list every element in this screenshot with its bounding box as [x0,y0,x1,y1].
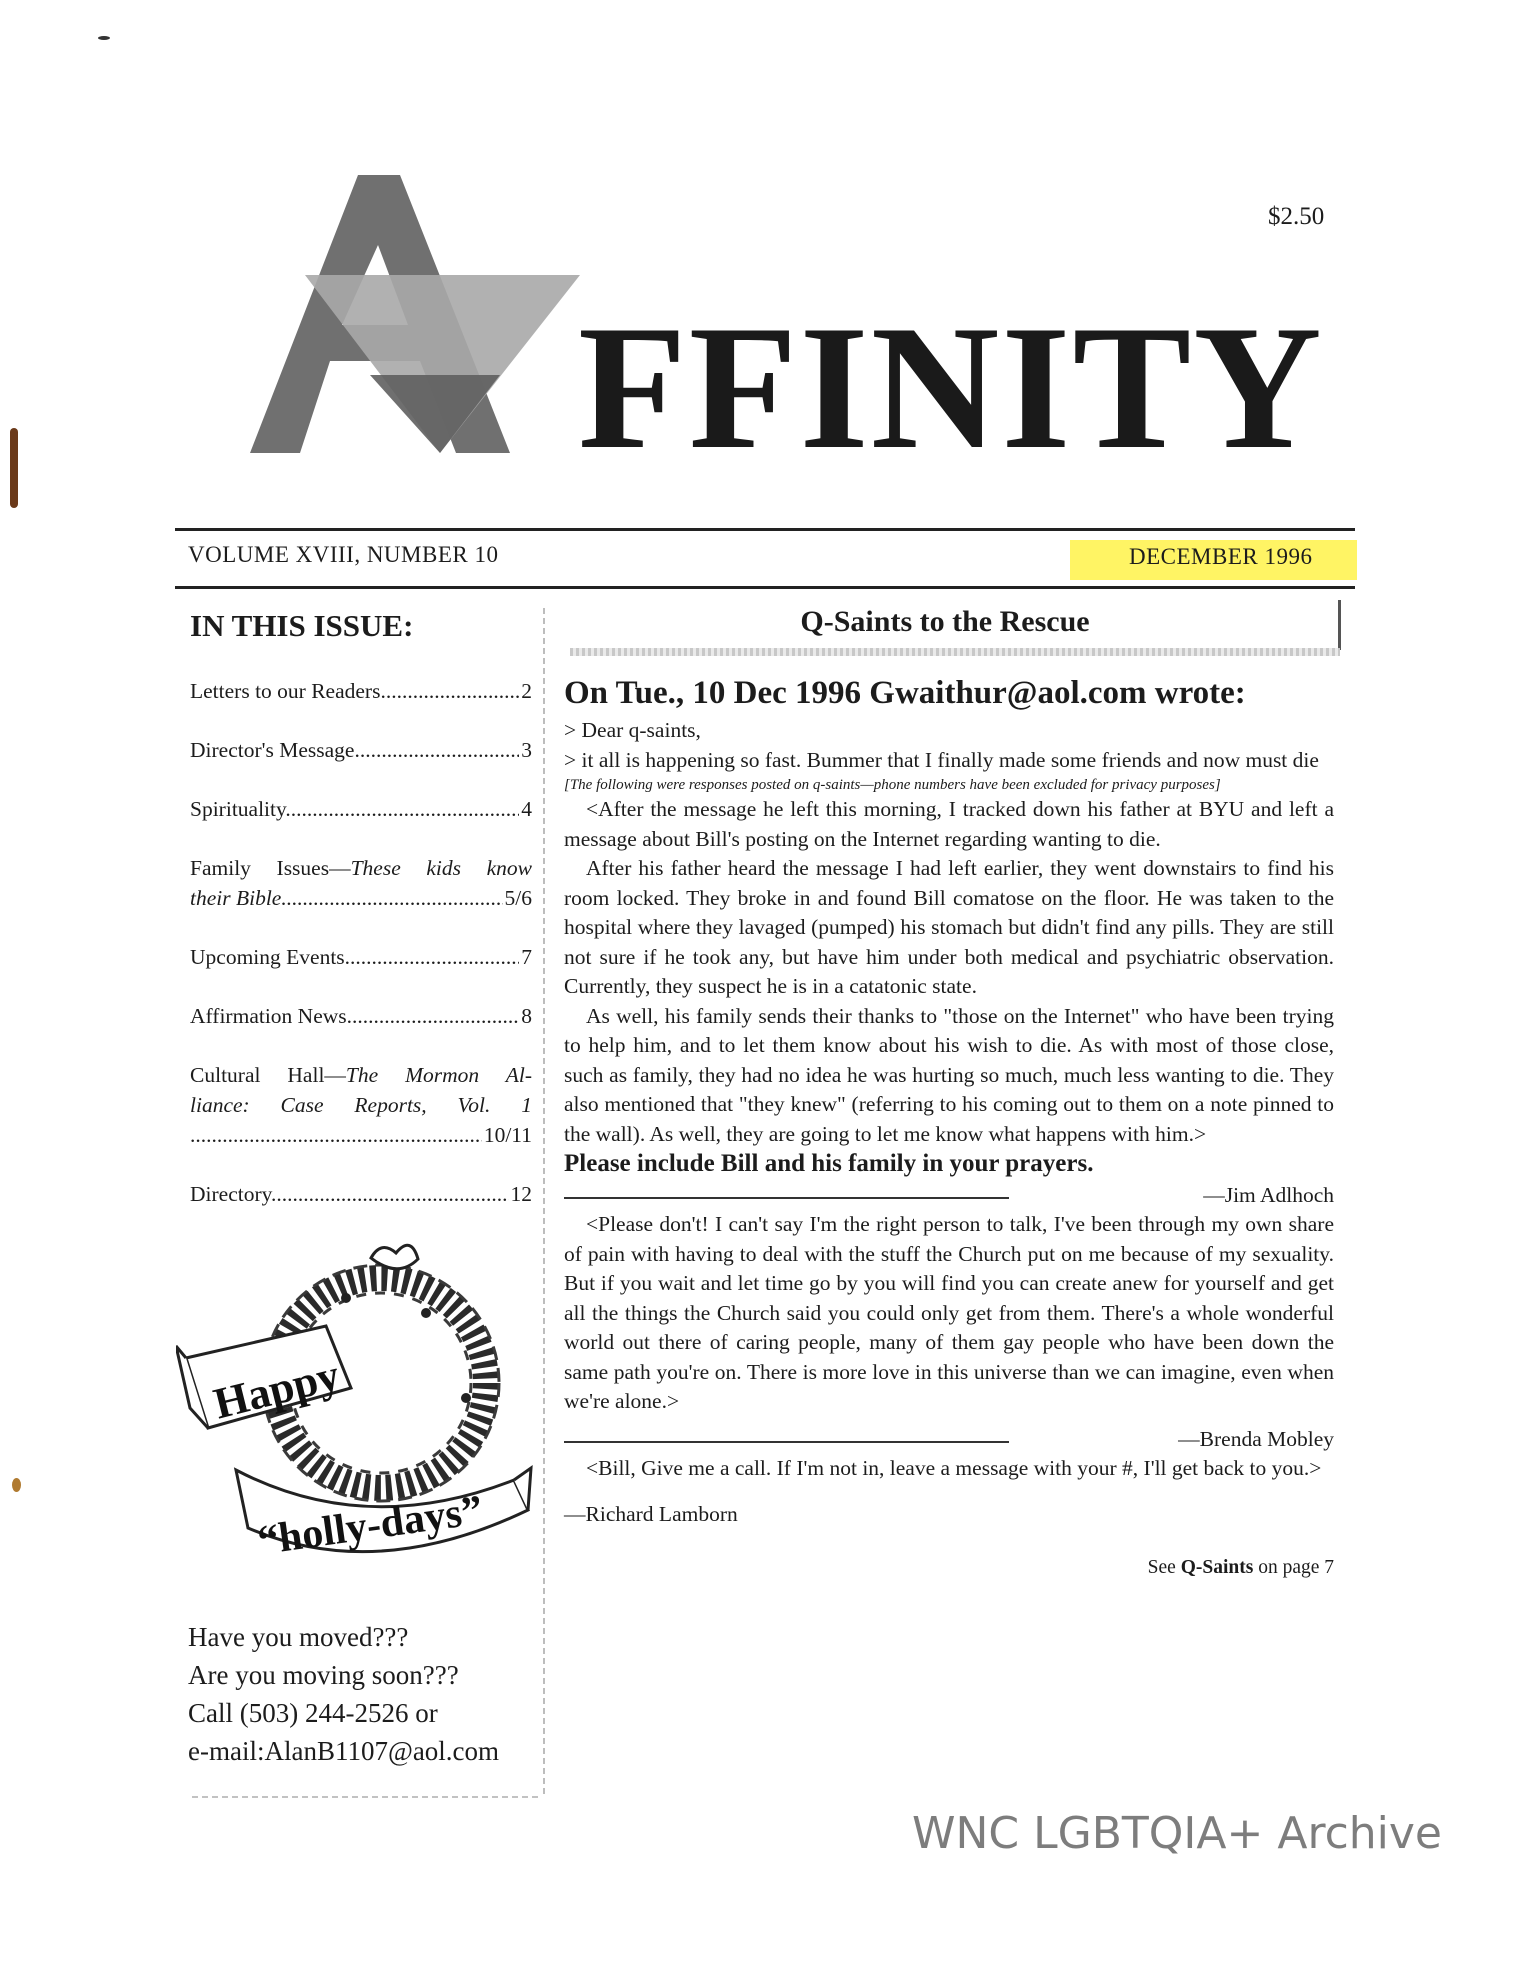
column-divider [543,608,545,1798]
prayer-request: Please include Bill and his family in your prayers. [564,1150,1094,1177]
toc-page: 12 [510,1182,532,1206]
toc-leader [190,1120,482,1150]
header-rule-top [175,528,1355,531]
moving-notice-line: Are you moving soon??? [188,1660,459,1690]
article-paragraph: <Please don't! I can't say I'm the right person to talk, I've been through my own share of pain with having to deal with the stuff the Church put on me because of my sexuality. But if you wait and let time go by you will find you can create anew for yourself and get all the things the Church said you could only get from them. There's a whole wonderful world out there of caring people, many of them gay people who have been down the same path you're on. There is more love in this universe than we can imagine, even when we're alone.> [564,1212,1334,1413]
toc-page: 2 [521,679,532,703]
divider-line [564,1441,1009,1443]
toc-subtitle: These kids know [350,856,532,880]
continued-note [564,1553,1334,1583]
scan-speck [12,1478,21,1492]
toc-label: Spirituality ..... [190,794,519,824]
toc-item-cultural [190,1060,532,1150]
price: $2.50 [1268,203,1325,230]
continued-prefix: See [1147,1557,1176,1578]
divider-line [564,1197,1009,1199]
continued-suffix: on page 7 [1258,1557,1334,1578]
archive-watermark: WNC LGBTQIA+ Archive [912,1808,1442,1859]
toc-item-director [190,735,532,765]
toc-item-family [190,853,532,913]
issue-date: DECEMBER 1996 [1129,544,1313,569]
header-rule-bottom [175,586,1355,589]
article-lead: On Tue., 10 Dec 1996 Gwaithur@aol.com wrote: [564,675,1246,711]
wreath-banner-bottom-text: “holly-days” [254,1487,486,1565]
toc-subtitle: The Mormon Al- [345,1063,532,1087]
headline-shadow [570,648,1340,656]
article-paragraph: After his father heard the message I had left earlier, they went downstairs to find his room locked. They broke in and found Bill comatose on the floor. He was taken to the hospital where they lavaged (pumped) his stomach but didn't find any pills. They are still not sure if he took any, but have him under both medical and psychiatric observation. Currently, they suspect he is in a catatonic state. [564,856,1334,998]
article-body [564,672,1334,1583]
toc-label: Directory ..... [190,1179,509,1209]
toc-item-spirituality [190,794,532,824]
toc-label: Family Issues— [190,856,351,880]
signature: —Richard Lamborn [564,1501,738,1526]
continued-title: Q-Saints [1180,1557,1254,1578]
article-paragraph: <Bill, Give me a call. If I'm not in, leave a message with your #, I'll get back to you.> [586,1456,1322,1480]
scan-speck [10,428,18,508]
toc-page: 4 [521,797,532,821]
article-paragraph: As well, his family sends their thanks to "those on the Internet" who have been trying to help him, and to let them know about his wish to die. As with most of those close, such as family, they had no idea he was hurting so much, much less wanting to die. They also mentioned that "they knew" (referring to his coming out to them on a note pinned to the wall). As well, they are going to let me know what happens with him.> [564,1003,1334,1146]
toc-page: 7 [521,945,532,969]
article-headline: Q-Saints to the Rescue [800,605,1090,638]
volume-number: VOLUME XVIII, NUMBER 10 [188,542,499,567]
signature-row [564,1181,1334,1211]
quoted-line: > it all is happening so fast. Bummer that I finally made some friends and now must die [564,747,1319,772]
toc-item-events [190,942,532,972]
editor-note: [The following were responses posted on q-saints—phone numbers have been excluded for privacy purposes] [564,777,1221,793]
signature-row [564,1425,1334,1455]
affinity-logo-a [250,175,590,460]
toc-item-affirmation [190,1001,532,1031]
moving-notice-line: Call (503) 244-2526 or [188,1698,438,1728]
toc-label: Cultural Hall— [190,1063,346,1087]
toc-label: Letters to our Readers ..... [190,676,519,706]
toc-item-letters [190,676,532,706]
toc-page: 10/11 [483,1123,532,1147]
toc-label: Affirmation News ..... [190,1001,519,1031]
masthead-title: FFINITY [578,288,1324,486]
table-of-contents [190,676,532,1238]
signature: —Brenda Mobley [1178,1426,1334,1451]
toc-heading: IN THIS ISSUE: [190,608,414,643]
toc-subtitle: liance: Case Reports, Vol. 1 [190,1093,532,1117]
toc-subtitle: their Bible ..... [190,883,503,913]
column-bottom-rule [192,1796,542,1798]
holly-wreath-illustration [176,1238,536,1583]
article-paragraph: <After the message he left this morning, I tracked down his father at BYU and left a message about Bill's posting on the Internet regarding wanting to die. [564,797,1334,851]
moving-notice-email: e-mail:AlanB1107@aol.com [188,1736,500,1766]
moving-notice [188,1618,499,1770]
toc-page: 3 [521,738,532,762]
toc-item-directory [190,1179,532,1209]
quoted-line: > Dear q-saints, [564,718,701,742]
wreath-banner-top-text: Happy [209,1350,345,1429]
toc-page: 8 [521,1004,532,1028]
toc-label: Upcoming Events ..... [190,942,519,972]
toc-label: Director's Message ..... [190,735,519,765]
moving-notice-line: Have you moved??? [188,1622,409,1652]
signature: —Jim Adlhoch [1203,1182,1334,1207]
toc-page: 5/6 [504,886,532,910]
scan-speck [98,36,110,40]
